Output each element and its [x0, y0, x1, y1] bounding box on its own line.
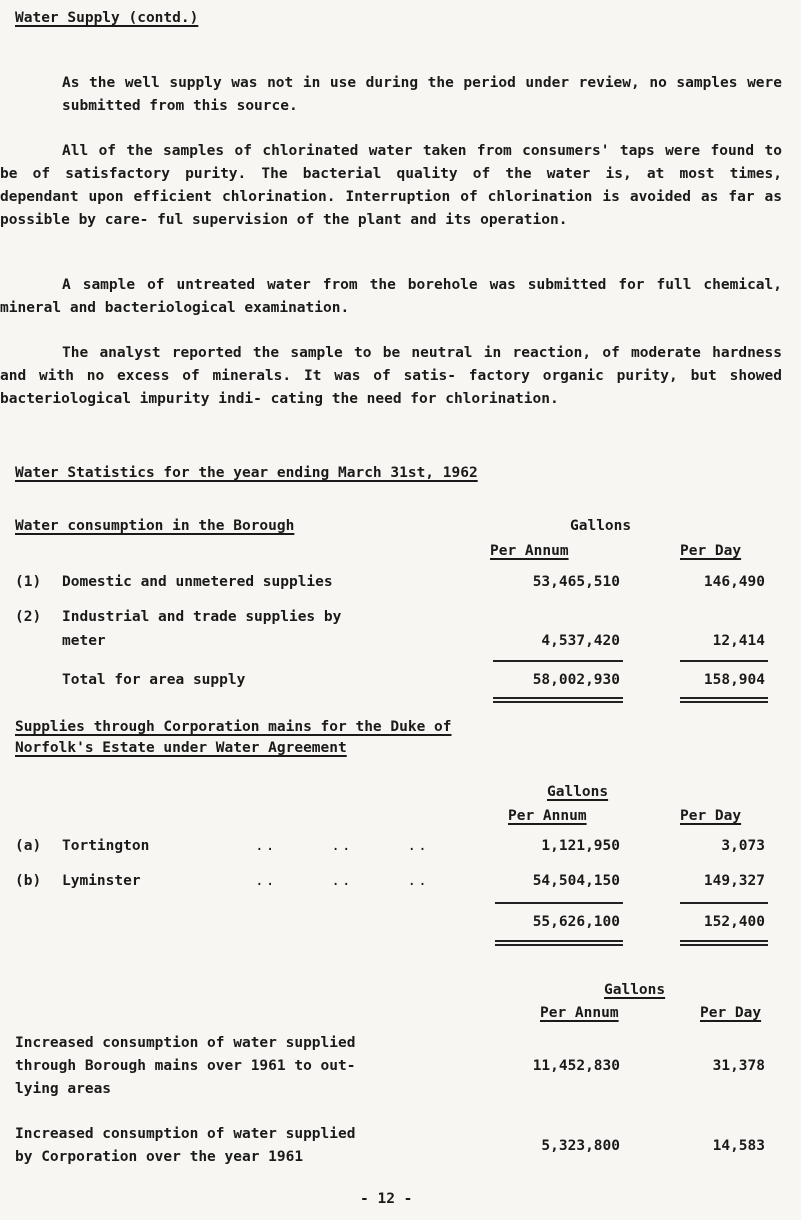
row-per-annum: 54,504,150: [532, 873, 620, 889]
paragraph-1-text: As the well supply was not in use during the period under review, no samples were submitted from this source.: [62, 75, 782, 114]
row-label: Domestic and unmetered supplies: [62, 574, 333, 590]
row-label: Industrial and trade supplies by: [62, 609, 342, 625]
consumption-heading: Water consumption in the Borough: [15, 518, 295, 534]
total-per-annum: 58,002,930: [532, 672, 620, 688]
increases-per-day-header: Per Day: [700, 1005, 762, 1021]
row-label-line: by Corporation over the year 1961: [15, 1149, 304, 1165]
row-per-annum: 1,121,950: [541, 838, 620, 854]
subtotal-rule: [495, 902, 623, 904]
leader-dots: .. .. ..: [255, 838, 429, 854]
row-per-day: 3,073: [721, 838, 765, 854]
row-per-annum: 4,537,420: [541, 633, 620, 649]
row-per-annum: 5,323,800: [541, 1138, 620, 1154]
paragraph-4-text: The analyst reported the sample to be neutral in reaction, of moderate hardness and with no excess of minerals. It was of satis- factory organic purity, but showed bacteriological impurity indi- cating the need for chlorination.: [0, 345, 782, 407]
row-per-annum: 53,465,510: [532, 574, 620, 590]
total-per-annum: 55,626,100: [532, 914, 620, 930]
row-per-day: 14,583: [712, 1138, 765, 1154]
supplies-heading-line-2: Norfolk's Estate under Water Agreement: [15, 740, 347, 756]
consumption-per-annum-header: Per Annum: [490, 543, 569, 559]
subtotal-rule: [493, 660, 623, 662]
row-per-day: 31,378: [712, 1058, 765, 1074]
supplies-heading-line-1: Supplies through Corporation mains for the Duke of: [15, 719, 452, 735]
total-per-day: 158,904: [703, 672, 765, 688]
paragraph-2: [0, 140, 782, 232]
supplies-per-annum-header: Per Annum: [508, 808, 587, 824]
row-number: (b): [15, 873, 42, 889]
total-double-rule: [680, 940, 768, 946]
subtotal-rule: [680, 660, 768, 662]
row-label-continued: meter: [62, 633, 106, 649]
total-double-rule: [495, 940, 623, 946]
increases-gallons-label: Gallons: [604, 982, 666, 998]
consumption-gallons-label: Gallons: [570, 518, 632, 534]
total-double-rule: [493, 697, 623, 703]
total-per-day: 152,400: [703, 914, 765, 930]
row-label: Tortington: [62, 838, 150, 854]
row-per-annum: 11,452,830: [532, 1058, 620, 1074]
supplies-per-day-header: Per Day: [680, 808, 742, 824]
row-label: Lyminster: [62, 873, 141, 889]
row-per-day: 149,327: [703, 873, 765, 889]
row-label-line: Increased consumption of water supplied: [15, 1126, 356, 1142]
row-label-line: lying areas: [15, 1081, 112, 1097]
paragraph-3-text: A sample of untreated water from the borehole was submitted for full chemical, mineral and bacteriological examination.: [0, 277, 782, 316]
paragraph-4: [0, 342, 782, 411]
paragraph-1: [0, 72, 782, 118]
total-label: Total for area supply: [62, 672, 246, 688]
paragraph-3: [0, 274, 782, 320]
row-number: (1): [15, 574, 42, 590]
subtotal-rule: [680, 902, 768, 904]
row-number: (2): [15, 609, 42, 625]
section-header: Water Supply (contd.): [15, 10, 199, 26]
row-label-line: Increased consumption of water supplied: [15, 1035, 356, 1051]
page-number: - 12 -: [360, 1191, 413, 1207]
paragraph-2-text: All of the samples of chlorinated water taken from consumers' taps were found to be of satisfactory purity. The bacterial quality of the water is, at most times, dependant upon efficient chlorination. Interruption of chlorination is avoided as far as possible by care- ful supervision of the plant and its operation.: [0, 143, 782, 228]
consumption-per-day-header: Per Day: [680, 543, 742, 559]
row-per-day: 146,490: [703, 574, 765, 590]
increases-per-annum-header: Per Annum: [540, 1005, 619, 1021]
supplies-gallons-label: Gallons: [547, 784, 609, 800]
leader-dots: .. .. ..: [255, 873, 429, 889]
row-number: (a): [15, 838, 42, 854]
statistics-heading: Water Statistics for the year ending March 31st, 1962: [15, 465, 478, 481]
total-double-rule: [680, 697, 768, 703]
row-label-line: through Borough mains over 1961 to out-: [15, 1058, 356, 1074]
row-per-day: 12,414: [712, 633, 765, 649]
